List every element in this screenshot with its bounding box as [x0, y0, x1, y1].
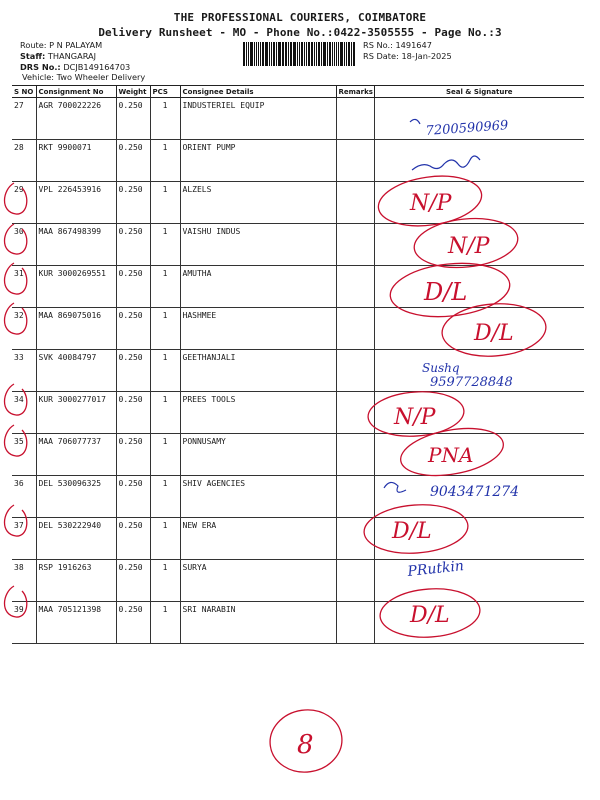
cell-pcs: 1 — [150, 518, 180, 560]
col-header-consignment: Consignment No — [36, 86, 116, 98]
handwritten-np-3: N/P — [394, 405, 436, 430]
cell-remarks — [336, 518, 374, 560]
table-header-row — [12, 86, 584, 98]
col-header-consignee: Consignee Details — [180, 86, 336, 98]
barcode-bar — [265, 42, 268, 66]
barcode-bar — [260, 42, 261, 66]
cell-pcs: 1 — [150, 476, 180, 518]
cell-signature — [374, 434, 584, 476]
drs-value: DCJB149164703 — [63, 62, 131, 72]
barcode-bar — [290, 42, 292, 66]
barcode-bar — [293, 42, 296, 66]
cell-sno: 31 — [12, 266, 36, 308]
table-row — [12, 560, 584, 602]
cell-weight: 0.250 — [116, 602, 150, 644]
page-number-circle — [266, 705, 346, 776]
barcode-bar — [316, 42, 317, 66]
cell-sno: 39 — [12, 602, 36, 644]
handwritten-np-1: N/P — [410, 191, 452, 216]
barcode-bar — [348, 42, 350, 66]
cell-remarks — [336, 308, 374, 350]
staff-value: THANGARAJ — [47, 51, 97, 61]
cell-pcs: 1 — [150, 140, 180, 182]
cell-consignee: ORIENT PUMP — [180, 140, 336, 182]
barcode-bar — [285, 42, 287, 66]
cell-remarks — [336, 560, 374, 602]
barcode-bar — [248, 42, 249, 66]
table-row — [12, 602, 584, 644]
cell-consignee: SHIV AGENCIES — [180, 476, 336, 518]
cell-consignment: DEL 530096325 — [36, 476, 116, 518]
cell-remarks — [336, 266, 374, 308]
cell-sno: 28 — [12, 140, 36, 182]
cell-signature — [374, 602, 584, 644]
barcode-bar — [299, 42, 300, 66]
table-row — [12, 518, 584, 560]
handwritten-phone-2: 9597728848 — [430, 375, 513, 390]
table-row — [12, 182, 584, 224]
vehicle-value: Two Wheeler Delivery — [56, 72, 146, 82]
cell-pcs: 1 — [150, 350, 180, 392]
cell-signature — [374, 308, 584, 350]
cell-remarks — [336, 350, 374, 392]
cell-pcs: 1 — [150, 224, 180, 266]
barcode-bar — [243, 42, 245, 66]
cell-pcs: 1 — [150, 392, 180, 434]
cell-consignment: MAA 706077737 — [36, 434, 116, 476]
cell-consignment: RSP 1916263 — [36, 560, 116, 602]
cell-weight: 0.250 — [116, 308, 150, 350]
rs-date-line: RS Date: 18-Jan-2025 — [363, 51, 452, 61]
barcode-bar — [314, 42, 315, 66]
barcode-bar — [282, 42, 283, 66]
cell-consignee: VAISHU INDUS — [180, 224, 336, 266]
barcode-bar — [353, 42, 355, 66]
handwritten-phone-1: 7200590969 — [425, 118, 509, 139]
handwritten-dl-2: D/L — [474, 321, 514, 346]
cell-consignee: HASHMEE — [180, 308, 336, 350]
cell-weight: 0.250 — [116, 182, 150, 224]
cell-sno: 38 — [12, 560, 36, 602]
cell-pcs: 1 — [150, 182, 180, 224]
table-row — [12, 266, 584, 308]
barcode-bar — [351, 42, 352, 66]
cell-pcs: 1 — [150, 308, 180, 350]
cell-pcs: 1 — [150, 434, 180, 476]
col-header-signature: Seal & Signature — [374, 86, 584, 98]
cell-sno: 29 — [12, 182, 36, 224]
cell-weight: 0.250 — [116, 392, 150, 434]
cell-weight: 0.250 — [116, 140, 150, 182]
barcode-bar — [323, 42, 326, 66]
barcode-bar — [269, 42, 270, 66]
cell-consignment: MAA 867498399 — [36, 224, 116, 266]
cell-sno: 30 — [12, 224, 36, 266]
barcode-bar — [262, 42, 264, 66]
handwritten-page-number: 8 — [297, 730, 314, 760]
cell-signature — [374, 560, 584, 602]
cell-weight: 0.250 — [116, 518, 150, 560]
col-header-weight: Weight — [116, 86, 150, 98]
cell-pcs: 1 — [150, 266, 180, 308]
barcode-bar — [256, 42, 258, 66]
table-row — [12, 224, 584, 266]
cell-weight: 0.250 — [116, 434, 150, 476]
cell-weight: 0.250 — [116, 350, 150, 392]
cell-sno: 34 — [12, 392, 36, 434]
document-title: THE PROFESSIONAL COURIERS, COIMBATORE — [173, 11, 427, 24]
handwritten-name-2: PRutkin — [406, 558, 465, 580]
rs-no-line: RS No.: 1491647 — [363, 40, 432, 50]
cell-consignee: INDUSTERIEL EQUIP — [180, 98, 336, 140]
barcode-bar — [254, 42, 255, 66]
barcode-bar — [276, 42, 277, 66]
cell-signature — [374, 350, 584, 392]
cell-signature — [374, 224, 584, 266]
cell-consignee: NEW ERA — [180, 518, 336, 560]
barcode-bar — [258, 42, 259, 66]
barcode-bar — [344, 42, 345, 66]
rs-no-value: 1491647 — [395, 40, 432, 50]
table-row — [12, 350, 584, 392]
cell-remarks — [336, 392, 374, 434]
route-line: Route: P N PALAYAM — [20, 40, 103, 50]
cell-sno: 32 — [12, 308, 36, 350]
barcode-bar — [283, 42, 284, 66]
cell-consignment: MAA 705121398 — [36, 602, 116, 644]
cell-sno: 35 — [12, 434, 36, 476]
barcode-bar — [301, 42, 303, 66]
cell-pcs: 1 — [150, 98, 180, 140]
cell-weight: 0.250 — [116, 98, 150, 140]
barcode-bar — [288, 42, 289, 66]
cell-signature — [374, 476, 584, 518]
cell-sno: 37 — [12, 518, 36, 560]
barcode-bar — [329, 42, 331, 66]
cell-weight: 0.250 — [116, 560, 150, 602]
cell-consignment: SVK 40084797 — [36, 350, 116, 392]
cell-signature — [374, 392, 584, 434]
barcode — [243, 42, 355, 66]
cell-consignment: MAA 869075016 — [36, 308, 116, 350]
cell-sno: 27 — [12, 98, 36, 140]
runsheet-table — [12, 85, 584, 644]
barcode-bar — [273, 42, 275, 66]
barcode-bar — [304, 42, 305, 66]
table-row — [12, 308, 584, 350]
cell-pcs: 1 — [150, 602, 180, 644]
table-row — [12, 476, 584, 518]
cell-consignee: SRI NARABIN — [180, 602, 336, 644]
handwritten-dl-4: D/L — [410, 603, 450, 628]
barcode-bar — [327, 42, 328, 66]
barcode-bar — [250, 42, 253, 66]
barcode-bar — [308, 42, 311, 66]
cell-consignee: PONNUSAMY — [180, 434, 336, 476]
cell-consignee: AMUTHA — [180, 266, 336, 308]
cell-signature — [374, 98, 584, 140]
barcode-bar — [346, 42, 347, 66]
cell-consignee: ALZELS — [180, 182, 336, 224]
cell-remarks — [336, 434, 374, 476]
barcode-bar — [336, 42, 338, 66]
cell-weight: 0.250 — [116, 476, 150, 518]
cell-weight: 0.250 — [116, 266, 150, 308]
cell-consignee: PREES TOOLS — [180, 392, 336, 434]
handwritten-phone-3: 9043471274 — [430, 484, 520, 500]
cell-remarks — [336, 98, 374, 140]
barcode-bar — [271, 42, 272, 66]
handwritten-np-2: N/P — [448, 234, 490, 259]
barcode-bar — [306, 42, 307, 66]
cell-consignment: DEL 530222940 — [36, 518, 116, 560]
cell-weight: 0.250 — [116, 224, 150, 266]
col-header-pcs: PCS — [150, 86, 180, 98]
cell-consignment: KUR 3000269551 — [36, 266, 116, 308]
col-header-remarks: Remarks — [336, 86, 374, 98]
cell-remarks — [336, 224, 374, 266]
cell-signature — [374, 182, 584, 224]
cell-consignment: VPL 226453916 — [36, 182, 116, 224]
cell-consignment: RKT 9900071 — [36, 140, 116, 182]
cell-remarks — [336, 182, 374, 224]
handwritten-dl-3: D/L — [392, 519, 432, 544]
barcode-bar — [332, 42, 333, 66]
rs-date-value: 18-Jan-2025 — [401, 51, 452, 61]
handwritten-name-1: Sushq — [422, 361, 460, 375]
barcode-bar — [318, 42, 320, 66]
table-row — [12, 98, 584, 140]
cell-remarks — [336, 140, 374, 182]
barcode-bar — [311, 42, 313, 66]
cell-pcs: 1 — [150, 560, 180, 602]
vehicle-line: Vehicle: Two Wheeler Delivery — [22, 72, 146, 82]
cell-consignment: AGR 700022226 — [36, 98, 116, 140]
cell-sno: 33 — [12, 350, 36, 392]
table-row — [12, 434, 584, 476]
table-row — [12, 140, 584, 182]
table-row — [12, 392, 584, 434]
barcode-bar — [340, 42, 343, 66]
barcode-bar — [297, 42, 298, 66]
handwritten-dl-1: D/L — [424, 278, 468, 306]
cell-signature — [374, 266, 584, 308]
cell-consignee: GEETHANJALI — [180, 350, 336, 392]
drs-line: DRS No.: DCJB149164703 — [20, 62, 131, 72]
barcode-bar — [321, 42, 322, 66]
cell-remarks — [336, 476, 374, 518]
col-header-sno: S NO — [12, 86, 36, 98]
handwritten-pna: PNA — [428, 443, 474, 467]
cell-signature — [374, 518, 584, 560]
barcode-bar — [338, 42, 339, 66]
cell-consignee: SURYA — [180, 560, 336, 602]
staff-line: Staff: THANGARAJ — [20, 51, 97, 61]
barcode-bar — [334, 42, 335, 66]
route-value: P N PALAYAM — [49, 40, 103, 50]
cell-remarks — [336, 602, 374, 644]
document-subtitle: Delivery Runsheet - MO - Phone No.:0422-3505555 - Page No.:3 — [98, 26, 502, 39]
cell-consignment: KUR 3000277017 — [36, 392, 116, 434]
cell-sno: 36 — [12, 476, 36, 518]
barcode-bar — [278, 42, 281, 66]
cell-signature — [374, 140, 584, 182]
barcode-bar — [246, 42, 247, 66]
